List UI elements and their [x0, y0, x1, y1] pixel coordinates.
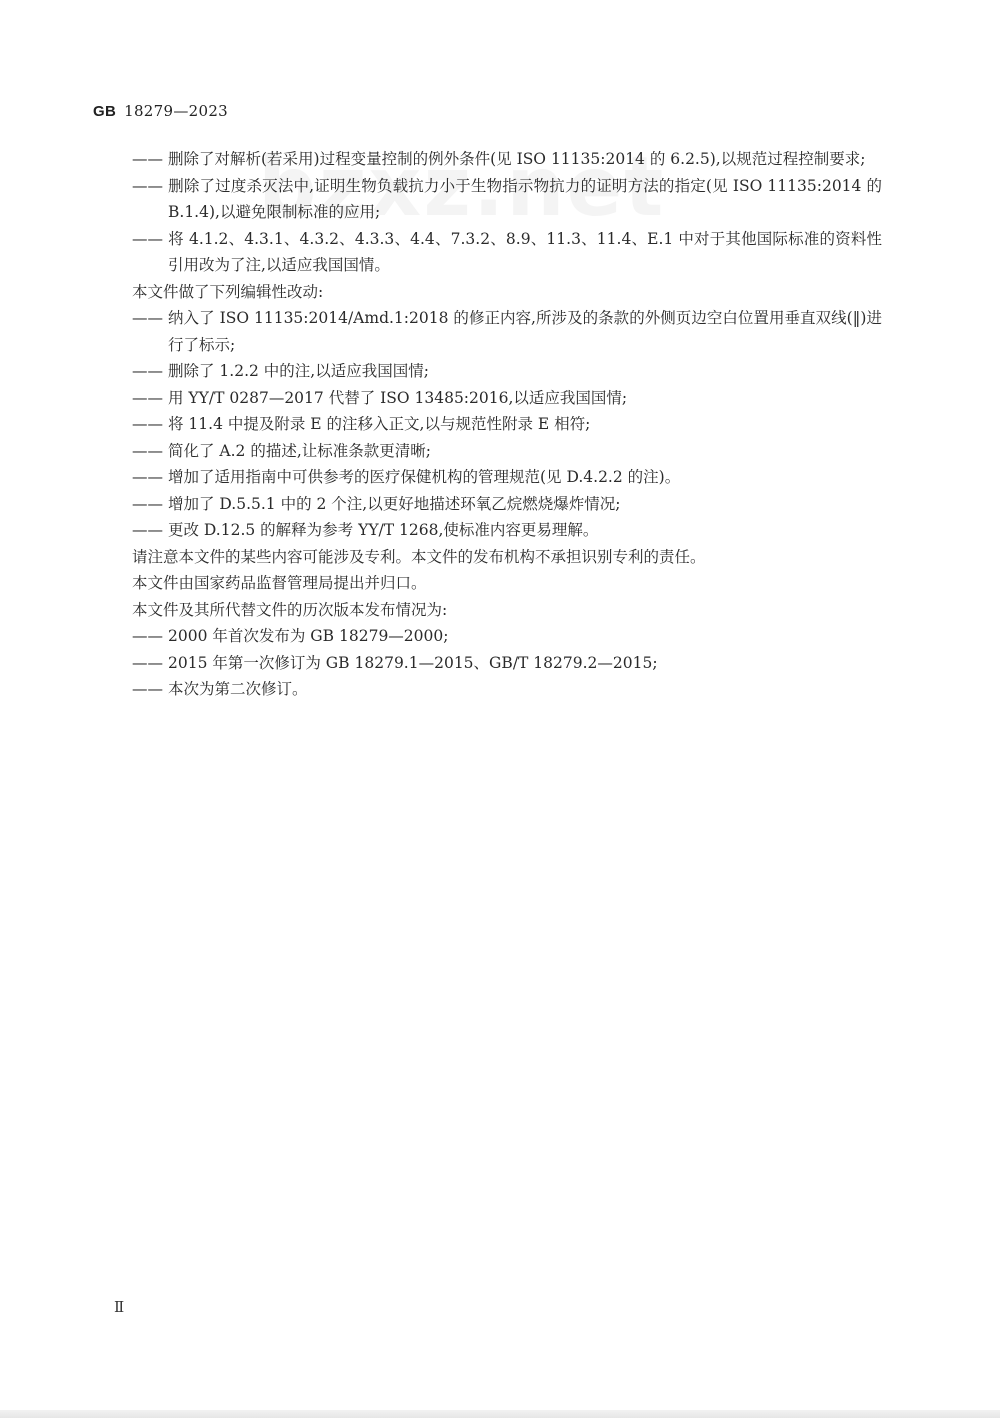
paragraph: 本文件由国家药品监督管理局提出并归口。: [132, 574, 427, 592]
dash-marker: ——: [132, 388, 163, 407]
dash-marker: ——: [132, 309, 163, 327]
list-item: [132, 385, 882, 412]
dash-marker: ——: [132, 229, 163, 248]
list-item: [132, 491, 882, 518]
list-item: [132, 438, 882, 465]
list-item-text: 用 YY/T 0287—2017 代替了 ISO 13485:2016,以适应我国国情;: [168, 388, 628, 407]
list-item: [132, 517, 882, 544]
dash-marker: ——: [132, 441, 163, 460]
list-item-text: 更改 D.12.5 的解释为参考 YY/T 1268,使标准内容更易理解。: [168, 521, 599, 539]
dash-marker: ——: [132, 680, 163, 698]
dash-marker: ——: [132, 653, 163, 672]
list-item-text: 将 4.1.2、4.3.1、4.3.2、4.3.3、4.4、7.3.2、8.9、11.3、11.4、E.1 中对于其他国际标准的资料性引用改为了注,以适应我国国情。: [168, 229, 882, 274]
list-item-text: 增加了适用指南中可供参考的医疗保健机构的管理规范(见 D.4.2.2 的注)。: [168, 468, 681, 486]
dash-marker: ——: [132, 150, 163, 168]
list-item: [132, 464, 882, 491]
list-item-text: 删除了对解析(若采用)过程变量控制的例外条件(见 ISO 11135:2014 的 6.2.5),以规范过程控制要求;: [168, 150, 866, 168]
list-item-text: 删除了 1.2.2 中的注,以适应我国国情;: [168, 362, 429, 380]
list-item-text: 删除了过度杀灭法中,证明生物负载抗力小于生物指示物抗力的证明方法的指定(见 ISO 11135:2014 的 B.1.4),以避免限制标准的应用;: [168, 176, 882, 221]
list-item-text: 2015 年第一次修订为 GB 18279.1—2015、GB/T 18279.2—2015;: [168, 653, 658, 672]
list-item: [132, 411, 882, 438]
list-item-text: 增加了 D.5.5.1 中的 2 个注,以更好地描述环氧乙烷燃烧爆炸情况;: [168, 494, 621, 513]
document-body: [132, 146, 882, 703]
page-bottom-edge: [0, 1410, 1000, 1418]
dash-marker: ——: [132, 627, 163, 645]
list-item-text: 纳入了 ISO 11135:2014/Amd.1:2018 的修正内容,所涉及的条款的外侧页边空白位置用垂直双线(‖)进行了标示;: [168, 309, 882, 354]
standard-code: GB: [93, 103, 117, 120]
dash-marker: ——: [132, 521, 163, 539]
list-item: [132, 358, 882, 385]
dash-marker: ——: [132, 176, 163, 195]
list-item-text: 将 11.4 中提及附录 E 的注移入正文,以与规范性附录 E 相符;: [168, 415, 591, 433]
document-header: [93, 102, 228, 120]
dash-marker: ——: [132, 415, 163, 433]
paragraph: 本文件做了下列编辑性改动:: [132, 282, 324, 301]
list-item: [132, 650, 882, 677]
list-item-text: 本次为第二次修订。: [168, 680, 308, 698]
dash-marker: ——: [132, 468, 163, 486]
paragraph: 本文件及其所代替文件的历次版本发布情况为:: [132, 600, 448, 619]
list-item-text: 简化了 A.2 的描述,让标准条款更清晰;: [168, 441, 431, 460]
dash-marker: ——: [132, 362, 163, 380]
list-item: [132, 305, 882, 358]
list-item: [132, 226, 882, 279]
page-number: Ⅱ: [114, 1298, 125, 1316]
list-item: [132, 676, 882, 703]
dash-marker: ——: [132, 494, 163, 513]
paragraph: 请注意本文件的某些内容可能涉及专利。本文件的发布机构不承担识别专利的责任。: [132, 547, 706, 566]
list-item: [132, 173, 882, 226]
standard-number: 18279—2023: [124, 102, 229, 120]
list-item: [132, 146, 882, 173]
list-item-text: 2000 年首次发布为 GB 18279—2000;: [168, 627, 449, 645]
list-item: [132, 623, 882, 650]
